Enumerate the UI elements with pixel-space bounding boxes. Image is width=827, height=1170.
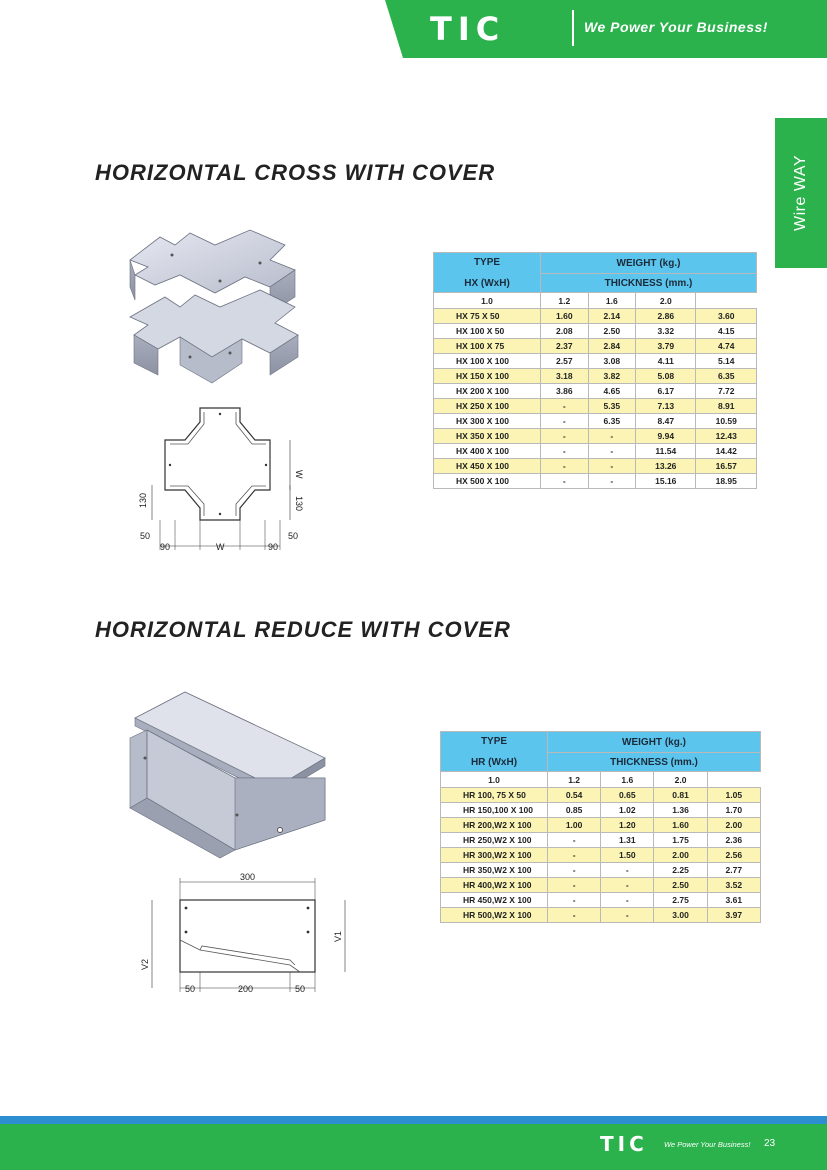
side-tab-label-wrap (775, 118, 827, 268)
weight-cell: 1.05 (707, 788, 760, 803)
weight-cell: 4.74 (696, 339, 757, 354)
weight-cell: - (541, 399, 589, 414)
table-row (434, 339, 757, 354)
weight-cell: 12.43 (696, 429, 757, 444)
table-row (441, 803, 761, 818)
table-row (434, 369, 757, 384)
weight-cell: 1.70 (707, 803, 760, 818)
weight-cell: 8.91 (696, 399, 757, 414)
table-row (434, 309, 757, 324)
section-title-reduce: HORIZONTAL REDUCE WITH COVER (95, 617, 511, 642)
weight-cell: - (588, 459, 636, 474)
weight-cell: - (541, 444, 589, 459)
type-cell: HX 100 X 100 (434, 354, 541, 369)
type-cell: HX 200 X 100 (434, 384, 541, 399)
weight-cell: 3.32 (636, 324, 696, 339)
weight-cell: 3.82 (588, 369, 636, 384)
weight-cell: 7.72 (696, 384, 757, 399)
weight-cell: 4.15 (696, 324, 757, 339)
weight-cell: - (588, 474, 636, 489)
weight-cell: 2.86 (636, 309, 696, 324)
type-cell: HR 150,100 X 100 (441, 803, 548, 818)
weight-cell: 11.54 (636, 444, 696, 459)
weight-cell: 3.18 (541, 369, 589, 384)
table-row (434, 324, 757, 339)
type-cell: HX 350 X 100 (434, 429, 541, 444)
reduce-product-render (125, 690, 335, 860)
weight-cell: - (601, 893, 654, 908)
thickness-col-header: 1.6 (588, 293, 636, 309)
reduce-technical-drawing (140, 870, 355, 1000)
weight-cell: 3.61 (707, 893, 760, 908)
table-row (441, 833, 761, 848)
table-row (441, 788, 761, 803)
weight-cell: 5.14 (696, 354, 757, 369)
weight-cell: 1.60 (654, 818, 707, 833)
weight-cell: - (541, 459, 589, 474)
weight-cell: - (548, 908, 601, 923)
tic-logo: TIC (430, 10, 506, 48)
weight-cell: 3.86 (541, 384, 589, 399)
header-tagline: We Power Your Business! (584, 19, 768, 35)
weight-cell: 1.36 (654, 803, 707, 818)
weight-cell: - (548, 878, 601, 893)
weight-cell: 9.94 (636, 429, 696, 444)
weight-cell: 2.56 (707, 848, 760, 863)
weight-cell: 13.26 (636, 459, 696, 474)
weight-cell: 2.57 (541, 354, 589, 369)
weight-cell: - (588, 429, 636, 444)
type-header-line2: HR (WxH) (470, 756, 518, 768)
footer-tic-logo: TIC (600, 1132, 648, 1156)
weight-cell: - (601, 908, 654, 923)
table-row (434, 474, 757, 489)
table-row (441, 848, 761, 863)
weight-cell: 3.60 (696, 309, 757, 324)
thickness-col-header: 1.2 (541, 293, 589, 309)
weight-cell: 0.54 (548, 788, 601, 803)
weight-cell: 18.95 (696, 474, 757, 489)
dim-b-90-right: 90 (268, 542, 279, 550)
weight-cell: 3.97 (707, 908, 760, 923)
type-cell: HR 450,W2 X 100 (441, 893, 548, 908)
weight-cell: 1.20 (601, 818, 654, 833)
reduce-weight-table (440, 731, 761, 923)
weight-cell: - (548, 833, 601, 848)
weight-cell: 3.52 (707, 878, 760, 893)
weight-cell: - (548, 863, 601, 878)
dim-b-50-right: 50 (288, 531, 299, 541)
table-row (434, 444, 757, 459)
type-header-line1: TYPE (480, 735, 508, 747)
weight-cell: 8.47 (636, 414, 696, 429)
cross-weight-table (433, 252, 757, 489)
type-cell: HX 450 X 100 (434, 459, 541, 474)
type-cell: HR 100, 75 X 50 (441, 788, 548, 803)
thickness-col-header: 1.6 (601, 772, 654, 788)
thickness-col-header: 1.2 (548, 772, 601, 788)
type-cell: HR 400,W2 X 100 (441, 878, 548, 893)
page-number: 23 (764, 1138, 776, 1149)
weight-cell: 14.42 (696, 444, 757, 459)
weight-cell: 0.65 (601, 788, 654, 803)
weight-cell: 2.50 (588, 324, 636, 339)
weight-cell: - (601, 878, 654, 893)
weight-cell: 10.59 (696, 414, 757, 429)
weight-cell: 1.75 (654, 833, 707, 848)
weight-cell: - (548, 893, 601, 908)
weight-cell: 16.57 (696, 459, 757, 474)
weight-cell: 2.50 (654, 878, 707, 893)
weight-cell: 5.35 (588, 399, 636, 414)
weight-cell: 4.11 (636, 354, 696, 369)
weight-cell: 2.37 (541, 339, 589, 354)
thickness-col-header: 1.0 (441, 772, 548, 788)
weight-cell: 2.75 (654, 893, 707, 908)
table-row (441, 878, 761, 893)
weight-cell: 5.08 (636, 369, 696, 384)
table-row (434, 429, 757, 444)
weight-cell: 2.84 (588, 339, 636, 354)
weight-header: WEIGHT (kg.) (548, 732, 761, 753)
type-cell: HX 300 X 100 (434, 414, 541, 429)
table-row (434, 414, 757, 429)
footer-tagline: We Power Your Business! (664, 1140, 751, 1149)
weight-cell: 2.00 (707, 818, 760, 833)
type-cell: HX 250 X 100 (434, 399, 541, 414)
type-cell: HX 400 X 100 (434, 444, 541, 459)
weight-cell: 0.81 (654, 788, 707, 803)
dim-b-90-left: 90 (160, 542, 171, 550)
table-row (441, 908, 761, 923)
dim-right-130: 130 (294, 496, 304, 512)
type-cell: HX 75 X 50 (434, 309, 541, 324)
dim-b-50-left-2: 50 (185, 984, 196, 994)
table-row (434, 399, 757, 414)
weight-cell: 3.00 (654, 908, 707, 923)
type-cell: HR 300,W2 X 100 (441, 848, 548, 863)
weight-cell: - (601, 863, 654, 878)
thickness-col-header: 2.0 (654, 772, 707, 788)
weight-cell: 6.17 (636, 384, 696, 399)
weight-cell: 15.16 (636, 474, 696, 489)
type-header (441, 732, 548, 772)
weight-cell: 1.50 (601, 848, 654, 863)
type-cell: HR 200,W2 X 100 (441, 818, 548, 833)
section-title-cross: HORIZONTAL CROSS WITH COVER (95, 160, 496, 185)
weight-cell: - (541, 429, 589, 444)
weight-cell: 2.14 (588, 309, 636, 324)
thickness-col-header: 2.0 (636, 293, 696, 309)
dim-left-v2: V2 (140, 958, 150, 970)
type-cell: HX 100 X 75 (434, 339, 541, 354)
dim-top-300: 300 (240, 872, 256, 882)
table-row (434, 459, 757, 474)
weight-cell: 2.77 (707, 863, 760, 878)
thickness-col-header: 1.0 (434, 293, 541, 309)
weight-cell: 6.35 (696, 369, 757, 384)
table-row (441, 863, 761, 878)
weight-cell: 7.13 (636, 399, 696, 414)
weight-cell: 1.31 (601, 833, 654, 848)
weight-cell: 2.25 (654, 863, 707, 878)
type-cell: HX 500 X 100 (434, 474, 541, 489)
dim-b-200: 200 (238, 984, 254, 994)
weight-cell: - (541, 474, 589, 489)
weight-cell: 2.00 (654, 848, 707, 863)
weight-cell: 1.02 (601, 803, 654, 818)
weight-cell: 1.60 (541, 309, 589, 324)
side-tab-label: Wire WAY (792, 155, 809, 231)
type-header (434, 253, 541, 293)
weight-cell: 3.08 (588, 354, 636, 369)
type-cell: HR 250,W2 X 100 (441, 833, 548, 848)
weight-cell: - (541, 414, 589, 429)
thickness-header: THICKNESS (mm.) (548, 753, 761, 772)
weight-cell: 6.35 (588, 414, 636, 429)
table-row (441, 818, 761, 833)
dim-b-w: W (216, 542, 225, 550)
type-header-line1: TYPE (473, 256, 501, 268)
cross-technical-drawing (130, 400, 310, 550)
dim-b-50-left: 50 (140, 531, 151, 541)
dim-right-w: W (294, 470, 304, 479)
weight-cell: - (548, 848, 601, 863)
table-row (434, 354, 757, 369)
weight-header: WEIGHT (kg.) (541, 253, 757, 274)
weight-cell: 3.79 (636, 339, 696, 354)
dim-left-130: 130 (138, 492, 148, 508)
weight-cell: 0.85 (548, 803, 601, 818)
type-cell: HR 500,W2 X 100 (441, 908, 548, 923)
cross-product-render (120, 225, 310, 385)
type-header-line2: HX (WxH) (464, 277, 510, 289)
header-divider (572, 10, 574, 46)
dim-b-50-right-2: 50 (295, 984, 306, 994)
footer-blue-stripe (0, 1116, 827, 1124)
type-cell: HX 100 X 50 (434, 324, 541, 339)
type-cell: HR 350,W2 X 100 (441, 863, 548, 878)
weight-cell: - (588, 444, 636, 459)
weight-cell: 1.00 (548, 818, 601, 833)
table-row (441, 893, 761, 908)
weight-cell: 2.08 (541, 324, 589, 339)
weight-cell: 2.36 (707, 833, 760, 848)
weight-cell: 4.65 (588, 384, 636, 399)
table-row (434, 384, 757, 399)
dim-right-v1: V1 (333, 930, 343, 942)
thickness-header: THICKNESS (mm.) (541, 274, 757, 293)
type-cell: HX 150 X 100 (434, 369, 541, 384)
